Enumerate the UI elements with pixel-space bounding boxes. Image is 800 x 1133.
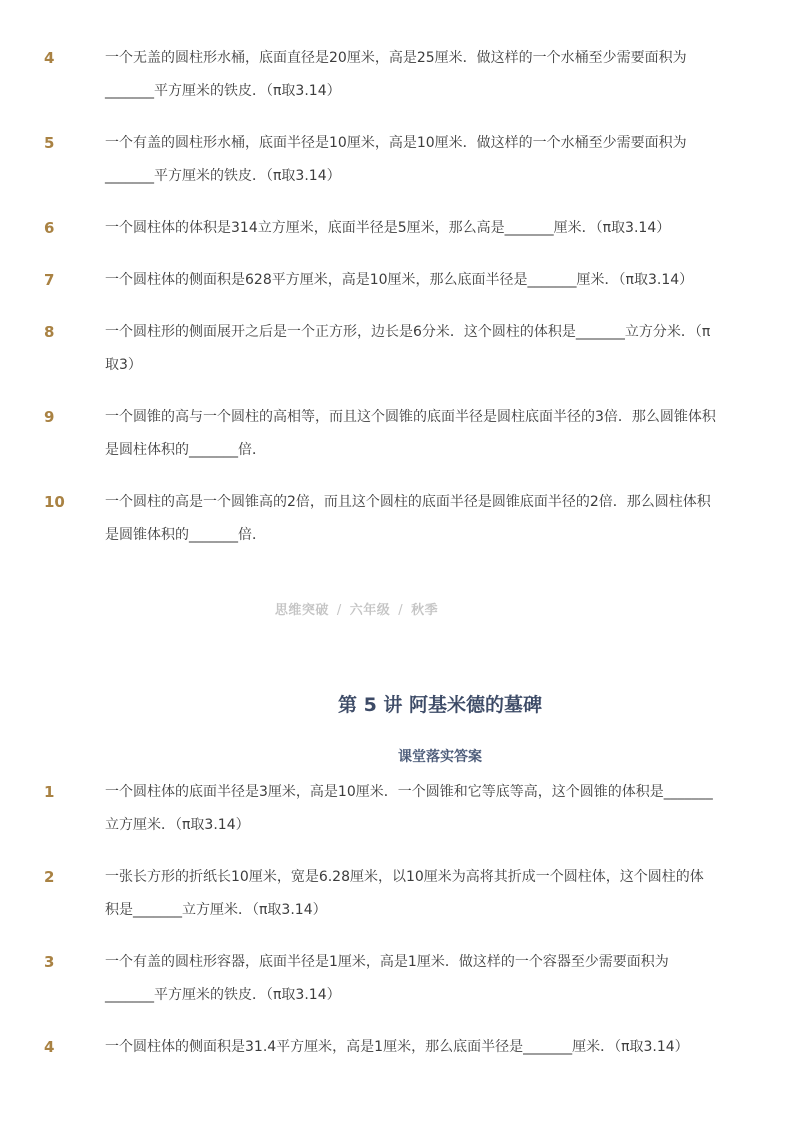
question-text: 一张长方形的折纸长10厘米，宽是6.28厘米，以10厘米为高将其折成一个圆柱体，这个圆柱的体积是_______立方厘米．（π取3.14） bbox=[105, 869, 704, 918]
question-number: 7 bbox=[44, 271, 55, 289]
question-text: 一个圆锥的高与一个圆柱的高相等，而且这个圆锥的底面半径是圆柱底面半径的3倍．那么圆锥体积是圆柱体积的_______倍． bbox=[105, 409, 716, 458]
question-text: 一个圆柱体的侧面积是628平方厘米，高是10厘米，那么底面半径是_______厘米．（π取3.14） bbox=[105, 272, 694, 288]
section-title: 课堂落实答案 bbox=[398, 749, 482, 765]
lesson-title: 第 5 讲 阿基米德的墓碑 bbox=[337, 694, 543, 716]
question-number: 5 bbox=[44, 134, 55, 152]
question-number: 2 bbox=[44, 868, 55, 886]
question-text: 一个圆柱体的底面半径是3厘米，高是10厘米．一个圆锥和它等底等高，这个圆锥的体积是_______立方厘米．（π取3.14） bbox=[105, 784, 713, 833]
question-number: 9 bbox=[44, 408, 55, 426]
footer-grade: 六年级 bbox=[349, 603, 391, 618]
question-number: 6 bbox=[44, 219, 55, 237]
question-number: 4 bbox=[44, 1038, 55, 1056]
question-text: 一个有盖的圆柱形水桶，底面半径是10厘米，高是10厘米．做这样的一个水桶至少需要面积为_______平方厘米的铁皮．（π取3.14） bbox=[105, 135, 687, 184]
question-number: 3 bbox=[44, 953, 55, 971]
page-footer bbox=[0, 599, 713, 618]
question-number: 8 bbox=[44, 323, 55, 341]
question-text: 一个有盖的圆柱形容器，底面半径是1厘米，高是1厘米．做这样的一个容器至少需要面积为_______平方厘米的铁皮．（π取3.14） bbox=[105, 954, 669, 1003]
question-text: 一个圆柱体的侧面积是31.4平方厘米，高是1厘米，那么底面半径是_______厘米．（π取3.14） bbox=[105, 1039, 689, 1055]
footer-separator: / bbox=[336, 603, 342, 618]
footer-term: 秋季 bbox=[411, 603, 439, 618]
question-number: 4 bbox=[44, 49, 55, 67]
question-number: 1 bbox=[44, 783, 55, 801]
footer-series: 思维突破 bbox=[274, 603, 329, 618]
question-text: 一个圆柱的高是一个圆锥高的2倍，而且这个圆柱的底面半径是圆锥底面半径的2倍．那么圆柱体积是圆锥体积的_______倍． bbox=[105, 494, 711, 543]
footer-separator: / bbox=[398, 603, 404, 618]
question-text: 一个圆柱体的体积是314立方厘米，底面半径是5厘米，那么高是_______厘米．（π取3.14） bbox=[105, 220, 671, 236]
question-text: 一个圆柱形的侧面展开之后是一个正方形，边长是6分米．这个圆柱的体积是_______立方分米．（π取3） bbox=[105, 324, 711, 373]
question-number: 10 bbox=[44, 493, 65, 511]
question-text: 一个无盖的圆柱形水桶，底面直径是20厘米，高是25厘米．做这样的一个水桶至少需要面积为_______平方厘米的铁皮．（π取3.14） bbox=[105, 50, 687, 99]
